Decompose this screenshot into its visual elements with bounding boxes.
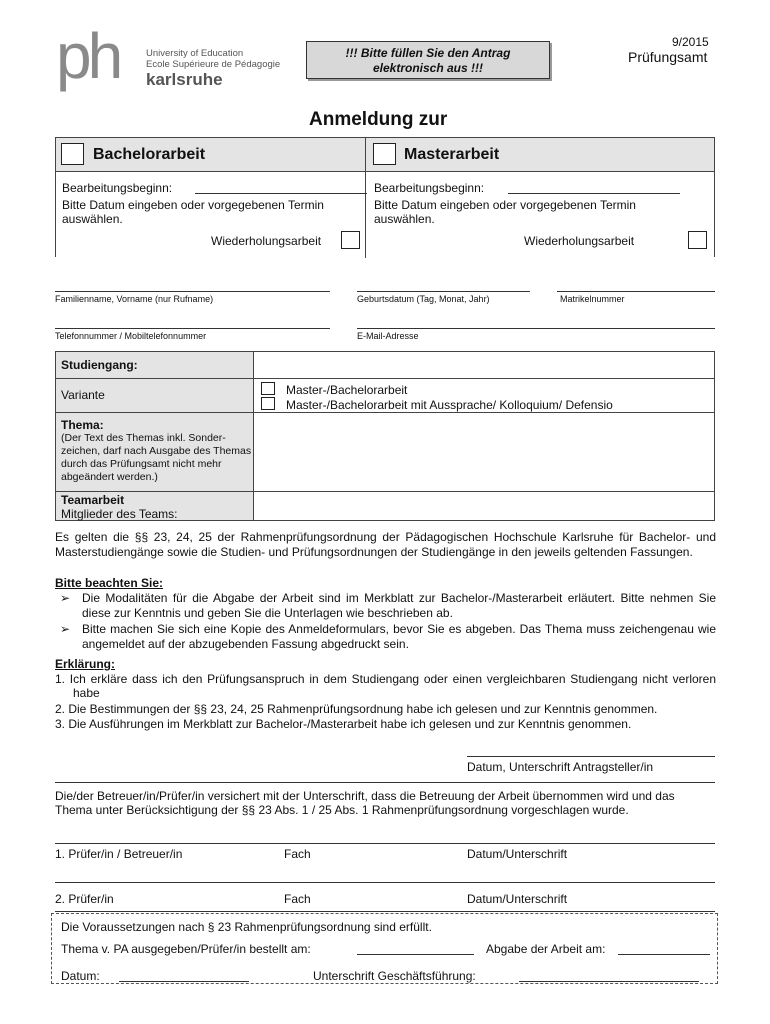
master-checkbox[interactable] (373, 143, 396, 165)
phone-field[interactable] (55, 328, 330, 329)
logo-line2: Ecole Supérieure de Pédagogie (146, 59, 281, 70)
master-start-hint: Bitte Datum eingeben oder vorgegebenen Termin auswählen. (374, 198, 636, 226)
matrikel-label: Matrikelnummer (560, 294, 625, 304)
page-title: Anmeldung zur (309, 109, 448, 130)
type-divider (365, 138, 366, 258)
studiengang-input[interactable] (255, 352, 714, 378)
due-date-field[interactable] (618, 954, 710, 955)
electronic-fill-notice (306, 41, 550, 79)
declaration-1: 1. Ich erkläre dass ich den Prüfungsanspruch in dem Studiengang oder einen vergleichbaren Studiengang nicht verloren habe (55, 672, 716, 700)
matrikel-field[interactable] (557, 291, 715, 292)
supervisor-section (55, 782, 715, 914)
applicant-signature-field[interactable] (467, 756, 715, 757)
variant-option2-checkbox[interactable] (261, 397, 275, 410)
bachelor-repeat-label: Wiederholungsarbeit (211, 234, 322, 248)
topic-issued-label: Thema v. PA ausgegeben/Prüfer/in bestellt am: (61, 942, 311, 956)
phone-label: Telefonnummer / Mobiltelefonnummer (55, 331, 207, 341)
supervisor-line-3 (55, 911, 715, 912)
variant-option1-label: Master-/Bachelorarbeit (286, 383, 408, 397)
study-table (55, 351, 715, 521)
university-logo (56, 20, 281, 104)
master-start-field[interactable] (508, 193, 680, 194)
supervisor-text: Die/der Betreuer/in/Prüfer/in versichert mit der Unterschrift, dass die Betreuung der Arbeit übernommen wird und das Thema unter Berücksichtigung der §§ 23 Abs. 1 / 25 Abs. 1 Rahmenprüfungsordnung vorgeschlagen wurde. (55, 789, 675, 817)
note-2-bullet: ➢ (60, 622, 71, 636)
declaration-2: 2. Die Bestimmungen der §§ 23, 24, 25 Rahmenprüfungsordnung habe ich gelesen und zur Kenntnis genommen. (55, 702, 658, 716)
variante-label: Variante (61, 388, 105, 402)
master-repeat-checkbox[interactable] (688, 231, 707, 249)
notice-line1: !!! Bitte füllen Sie den Antrag (345, 46, 511, 60)
bachelor-checkbox[interactable] (61, 143, 84, 165)
bachelor-repeat-checkbox[interactable] (341, 231, 360, 249)
form-version: 9/2015 (672, 35, 709, 49)
team-members-input[interactable] (255, 492, 714, 520)
supervisor-line-1 (55, 843, 715, 844)
examiner1-date-sign-label: Datum/Unterschrift (467, 847, 568, 861)
examiner1-label: 1. Prüfer/in / Betreuer/in (55, 847, 183, 861)
note-1: Die Modalitäten für die Abgabe der Arbeit sind im Merkblatt zur Bachelor-/Masterarbeit erläutert. Bitte nehmen Sie diese zur Kenntnis und geben Sie die Unterlagen wie beschrieben ab. (82, 591, 716, 620)
bachelor-start-hint: Bitte Datum eingeben oder vorgegebenen Termin auswählen. (62, 198, 324, 226)
bachelor-start-label: Bearbeitungsbeginn: (62, 181, 173, 195)
bachelor-label: Bachelorarbeit (93, 146, 206, 163)
master-label: Masterarbeit (404, 146, 500, 163)
notice-line2: elektronisch aus !!! (372, 61, 484, 75)
declaration-heading: Erklärung: (55, 657, 116, 671)
topic-issued-field[interactable] (357, 954, 474, 955)
name-label: Familienname, Vorname (nur Rufname) (55, 294, 214, 304)
declaration-3: 3. Die Ausführungen im Merkblatt zur Bachelor-/Masterarbeit habe ich gelesen und zur Kenntnis genommen. (55, 717, 632, 731)
logo-line3: karlsruhe (146, 70, 223, 89)
office-requirements-text: Die Voraussetzungen nach § 23 Rahmenprüfungsordnung sind erfüllt. (61, 920, 432, 934)
office-date-label: Datum: (61, 969, 100, 983)
office-date-field[interactable] (119, 981, 249, 982)
birthdate-label: Geburtsdatum (Tag, Monat, Jahr) (357, 294, 490, 304)
exam-office-label: Prüfungsamt (628, 49, 708, 65)
office-signature-field[interactable] (519, 981, 699, 982)
note-1-bullet: ➢ (60, 591, 71, 605)
birthdate-field[interactable] (357, 291, 530, 292)
email-field[interactable] (357, 328, 715, 329)
thema-input[interactable] (255, 413, 714, 491)
notes-heading: Bitte beachten Sie: (55, 576, 164, 590)
examiner2-fach-label: Fach (284, 892, 311, 906)
team-label: Teamarbeit (61, 493, 125, 507)
variant-option1-checkbox[interactable] (261, 382, 275, 395)
bachelor-start-field[interactable] (195, 193, 367, 194)
name-field[interactable] (55, 291, 330, 292)
thema-label: Thema: (61, 418, 104, 432)
row-divider-1 (56, 378, 714, 379)
logo-line1: University of Education (146, 48, 244, 59)
thema-note: (Der Text des Themas inkl. Sonder-zeichen, darf nach Ausgabe des Themas durch das Prüfungsamt nicht mehr abgeändert werden.) (61, 432, 252, 483)
office-signature-label: Unterschrift Geschäftsführung: (313, 969, 476, 983)
supervisor-line-2 (55, 882, 715, 883)
applicant-signature-label: Datum, Unterschrift Antragsteller/in (467, 760, 654, 774)
thesis-type-section (55, 137, 715, 257)
due-date-label: Abgabe der Arbeit am: (486, 942, 606, 956)
master-start-label: Bearbeitungsbeginn: (374, 181, 485, 195)
team-members-label: Mitglieder des Teams: (61, 507, 178, 521)
examiner2-label: 2. Prüfer/in (55, 892, 114, 906)
master-repeat-label: Wiederholungsarbeit (524, 234, 635, 248)
variant-option2-label: Master-/Bachelorarbeit mit Aussprache/ Kolloquium/ Defensio (286, 398, 613, 412)
email-label: E-Mail-Adresse (357, 331, 419, 341)
studiengang-label: Studiengang: (61, 358, 138, 372)
logo-mark: ph (56, 20, 120, 92)
rules-text: Es gelten die §§ 23, 24, 25 der Rahmenprüfungsordnung der Pädagogischen Hochschule Karlsruhe für Bachelor- und Masterstudiengänge sowie die Studien- und Prüfungsordnungen der Studiengänge in den jeweils geltenden Fassungen. (55, 530, 716, 559)
examiner1-fach-label: Fach (284, 847, 311, 861)
note-2: Bitte machen Sie sich eine Kopie des Anmeldeformulars, bevor Sie es abgeben. Das Thema muss zeichengenau wie angemeldet auf der abzugebenden Fassung abgedruckt sein. (82, 622, 716, 651)
office-use-box (51, 913, 718, 984)
examiner2-date-sign-label: Datum/Unterschrift (467, 892, 568, 906)
